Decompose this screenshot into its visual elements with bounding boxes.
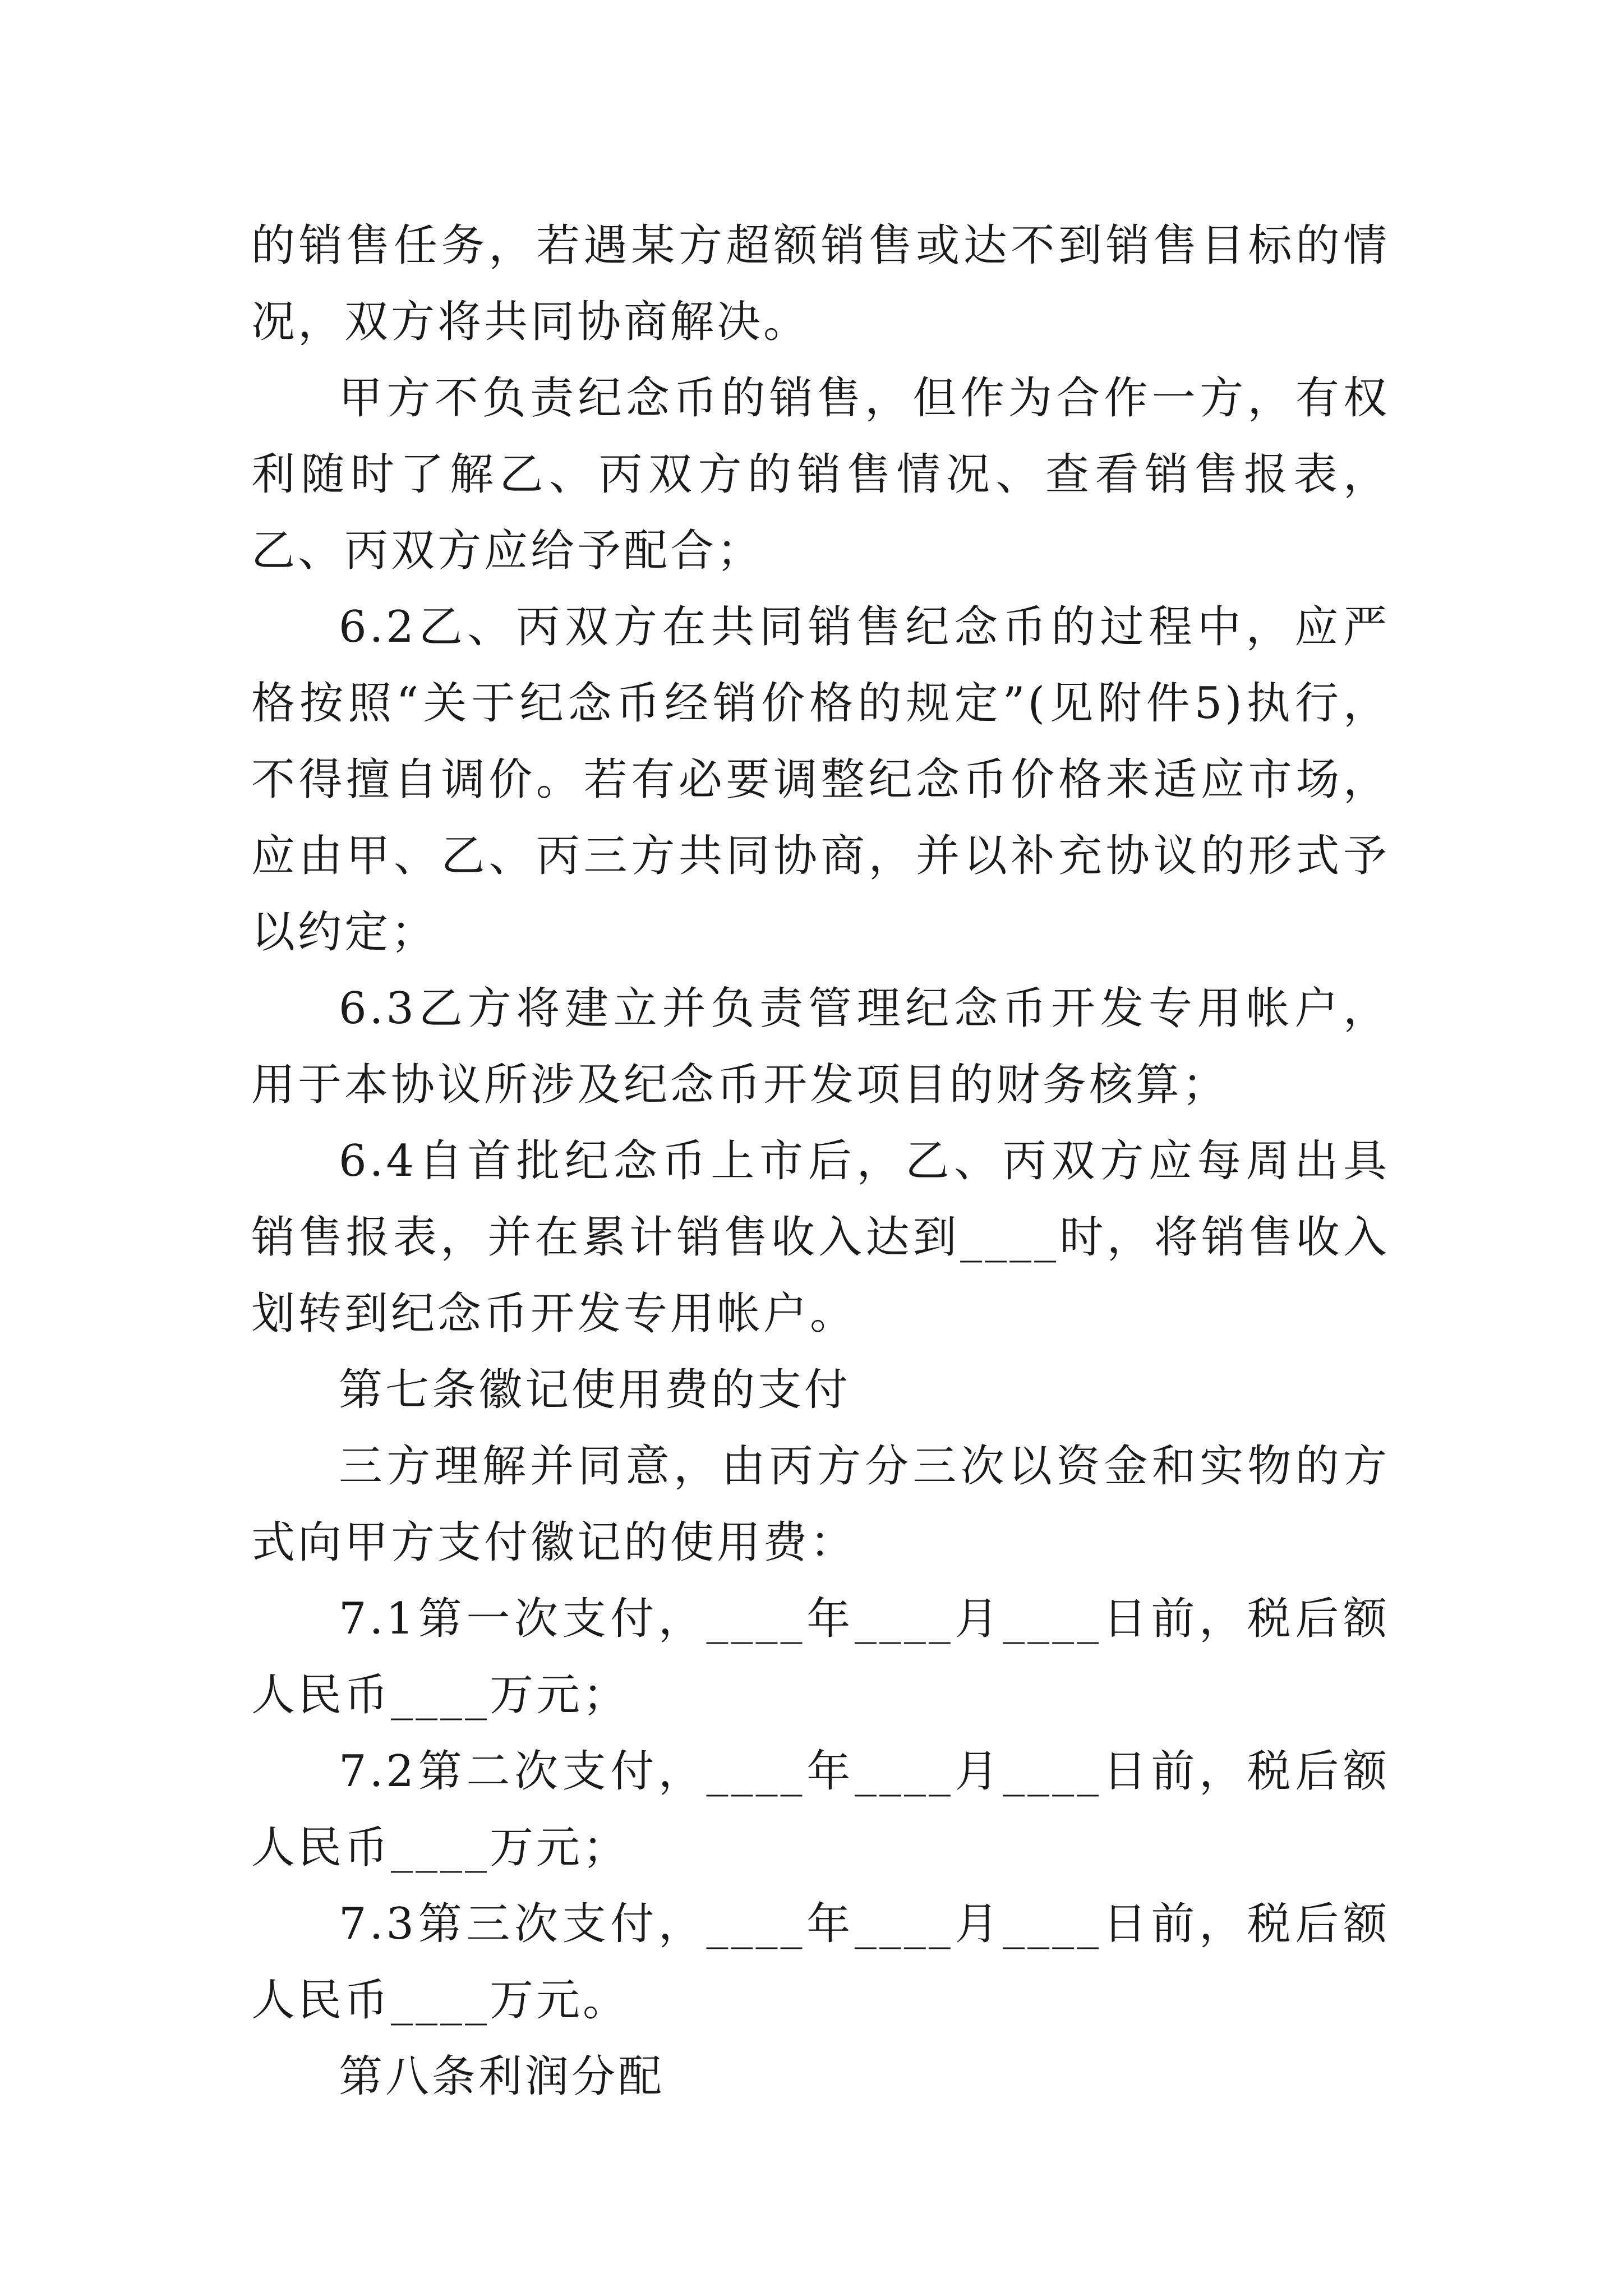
article-8-heading: 第八条利润分配	[339, 2051, 665, 2102]
paragraph-party-a-rights: 甲方不负责纪念币的销售，但作为合作一方，有权利随时了解乙、丙双方的销售情况、查看销售报表，乙、丙双方应给予配合；	[251, 373, 1390, 576]
paragraph-sales-task: 的销售任务，若遇某方超额销售或达不到销售目标的情况，双方将共同协商解决。	[251, 220, 1390, 347]
clause-6-3: 6.3乙方将建立并负责管理纪念币开发专用帐户，用于本协议所涉及纪念币开发项目的财务核算；	[251, 983, 1390, 1110]
clause-6-4: 6.4自首批纪念币上市后，乙、丙双方应每周出具销售报表，并在累计销售收入达到____时，将销售收入划转到纪念币开发专用帐户。	[251, 1136, 1390, 1339]
article-7-intro: 三方理解并同意，由丙方分三次以资金和实物的方式向甲方支付徽记的使用费：	[251, 1441, 1390, 1568]
clause-7-3: 7.3第三次支付，____年____月____日前，税后额人民币____万元。	[251, 1899, 1390, 2026]
clause-7-1: 7.1第一次支付，____年____月____日前，税后额人民币____万元；	[251, 1594, 1390, 1720]
clause-7-2: 7.2第二次支付，____年____月____日前，税后额人民币____万元；	[251, 1746, 1390, 1873]
document-body	[251, 208, 1390, 2115]
clause-6-2: 6.2乙、丙双方在共同销售纪念币的过程中，应严格按照“关于纪念币经销价格的规定”(见附件5)执行，不得擅自调价。若有必要调整纪念币价格来适应市场，应由甲、乙、丙三方共同协商，并以补充协议的形式予以约定；	[251, 602, 1390, 958]
article-7-heading: 第七条徽记使用费的支付	[339, 1365, 851, 1415]
